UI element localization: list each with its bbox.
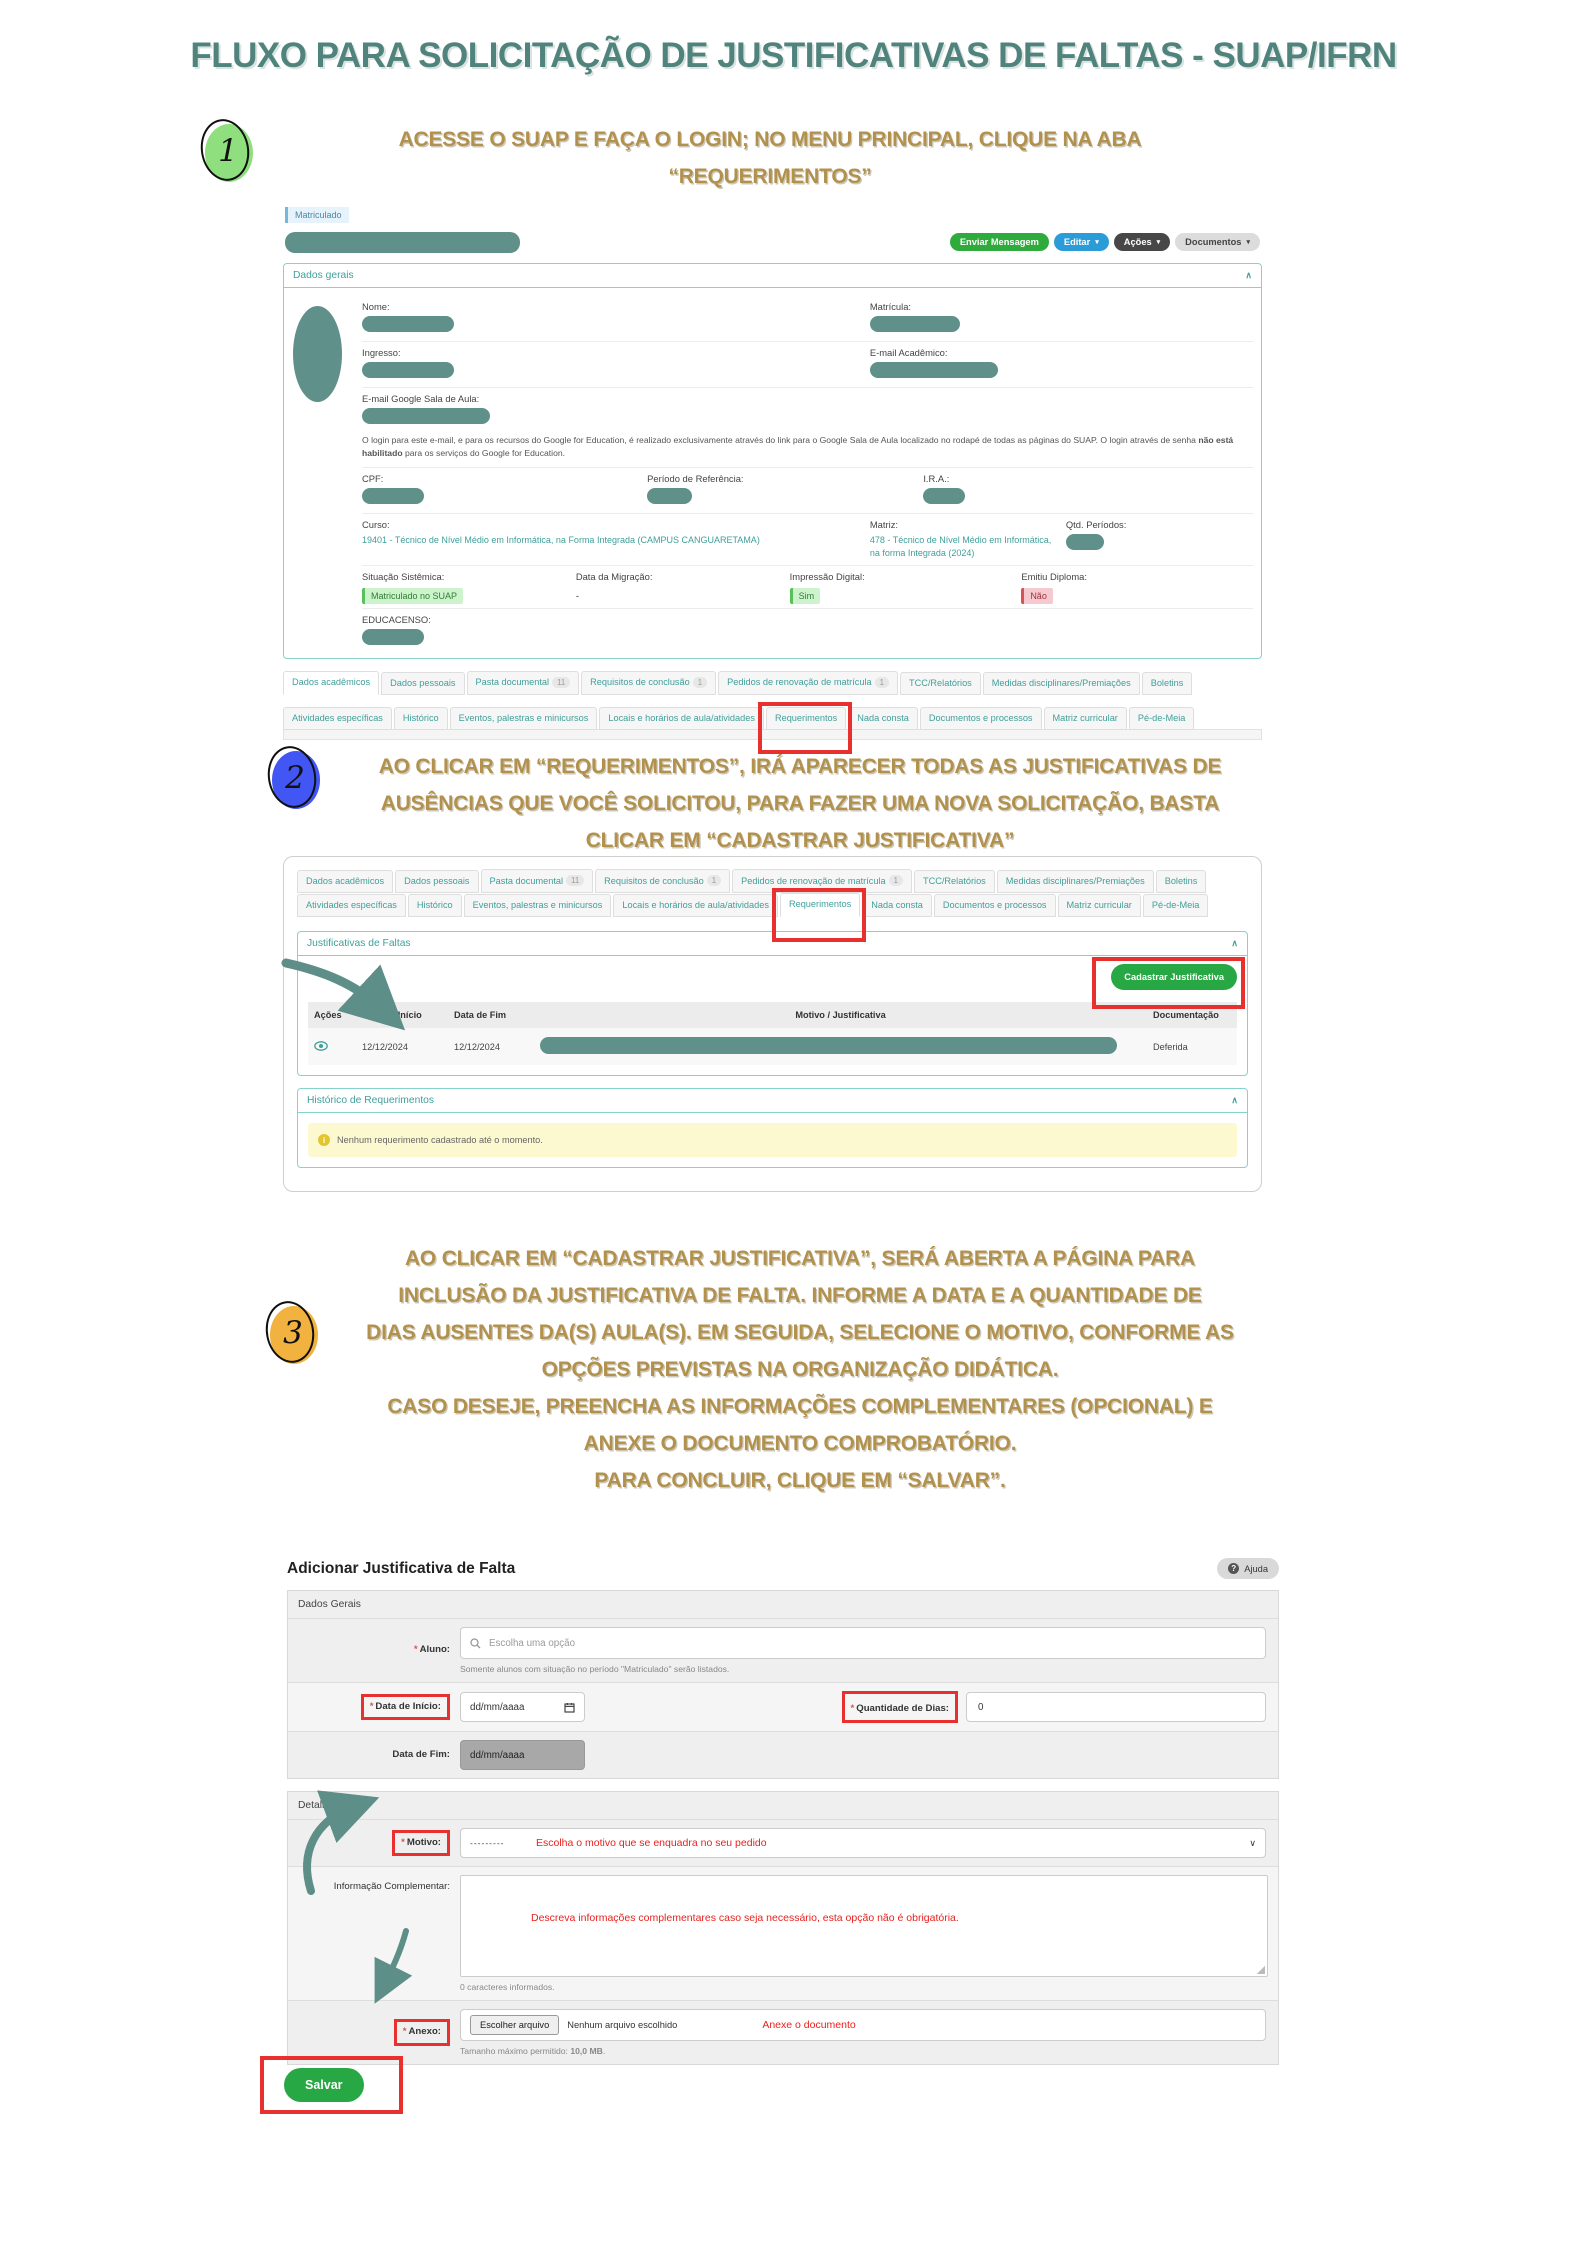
redacted-value: [362, 408, 490, 424]
step-3-marker: [268, 1302, 318, 1364]
redacted-value: [870, 316, 960, 332]
required-mark: *: [369, 1700, 374, 1712]
annotation-box-quantidade: [842, 1691, 959, 1723]
situacao-badge: Matriculado no SUAP: [362, 588, 463, 604]
annotation-box-data-inicio: [361, 1694, 450, 1720]
field-label: Matriz:: [869, 518, 898, 530]
step-1-text: [310, 121, 1230, 195]
step-1-marker: [203, 120, 253, 182]
aluno-helper: Somente alunos com situação no período "Matriculado" serão listados.: [460, 1664, 730, 1674]
tab-count-badge: 1: [693, 677, 707, 688]
step-3-text: [350, 1240, 1250, 1499]
aluno-input[interactable]: [460, 1627, 1266, 1659]
panel-title: Histórico de Requerimentos: [307, 1095, 435, 1106]
redacted-value: [923, 488, 965, 504]
annotation-box-anexo: [394, 2019, 450, 2045]
field-label: Período de Referência:: [647, 472, 744, 484]
field-label: Ingresso:: [362, 347, 401, 358]
tab-requisitos-conclusao[interactable]: Requisitos de conclusão 1: [595, 869, 730, 893]
redacted-value: [362, 316, 454, 332]
field-label: Qtd. Períodos:: [1065, 518, 1127, 530]
step-3-line: INCLUSÃO DA JUSTIFICATIVA DE FALTA. INFORME A DATA E A QUANTIDADE DE: [398, 1284, 1202, 1307]
tab-pe-de-meia[interactable]: Pé-de-Meia: [1143, 894, 1209, 917]
step-2-line: AUSÊNCIAS QUE VOCÊ SOLICITOU, PARA FAZER UMA NOVA SOLICITAÇÃO, BASTA: [380, 792, 1220, 815]
select-caret-icon: ∨: [1249, 1837, 1256, 1848]
google-login-note: O login para este e-mail, e para os recursos do Google for Education, é realizado exclusivamente através do link para o Google Sala de Aula localizado no rodapé de todas as páginas do SUAP. O login através de senha não está habilitado para os serviços do Google for Education.: [362, 435, 1234, 459]
field-label: E-mail Google Sala de Aula:: [362, 393, 480, 404]
required-mark: *: [850, 1703, 855, 1714]
field-label: Nome:: [362, 301, 390, 312]
aluno-row: [288, 1619, 1278, 1682]
requerimentos-tabs-row2: [297, 893, 1248, 917]
field-label: Situação Sistêmica:: [362, 570, 445, 582]
step-3-line: PARA CONCLUIR, CLIQUE EM “SALVAR”.: [594, 1469, 1006, 1492]
field-label: EDUCACENSO:: [362, 613, 431, 625]
tab-requerimentos[interactable]: Requerimentos: [780, 893, 860, 917]
adicionar-justificativa-screenshot: [283, 1552, 1283, 2112]
tab-eventos-palestras[interactable]: Eventos, palestras e minicursos: [450, 707, 598, 730]
required-mark: *: [402, 2026, 407, 2038]
tab-medidas-disciplinares[interactable]: Medidas disciplinares/Premiações: [997, 870, 1154, 893]
tab-pasta-documental[interactable]: Pasta documental 11: [481, 869, 594, 893]
chevron-down-icon: ▾: [1095, 239, 1099, 246]
dados-gerais-fieldset: [287, 1590, 1279, 1779]
cadastrar-justificativa-button[interactable]: Cadastrar Justificativa: [1111, 964, 1237, 990]
field-label: E-mail Acadêmico:: [869, 347, 948, 358]
informacao-complementar-textarea[interactable]: [460, 1875, 1268, 1977]
field-label: CPF:: [362, 472, 384, 484]
tab-tcc-relatorios[interactable]: TCC/Relatórios: [900, 672, 981, 695]
tab-dados-academicos[interactable]: Dados acadêmicos: [297, 870, 393, 893]
quantidade-dias-field[interactable]: [976, 1701, 1256, 1714]
documents-button[interactable]: Documentos ▾: [1175, 233, 1260, 251]
tab-boletins[interactable]: Boletins: [1156, 870, 1207, 893]
tab-count-badge: 1: [707, 875, 721, 886]
section-title: Detalhamento: [288, 1792, 1278, 1820]
panel-title: Justificativas de Faltas: [307, 938, 411, 949]
field-label: Data da Migração:: [575, 570, 653, 582]
profile-topbar: [283, 229, 1262, 255]
requerimentos-tabs-row1: [297, 869, 1248, 893]
annotation-box-motivo: [392, 1830, 450, 1856]
row-data-fim: 12/12/2024: [454, 1041, 500, 1052]
data-inicio-input[interactable]: dd/mm/aaaa: [460, 1692, 585, 1722]
no-file-text: Nenhum arquivo escolhido: [567, 2020, 678, 2030]
tab-nada-consta[interactable]: Nada consta: [862, 894, 932, 917]
tab-atividades-especificas[interactable]: Atividades específicas: [283, 707, 392, 730]
col-data-inicio: Data de Início: [362, 1010, 422, 1020]
tab-count-badge: 11: [552, 677, 570, 688]
question-icon: ?: [1228, 1563, 1239, 1574]
calendar-icon[interactable]: [564, 1702, 575, 1713]
tab-renovacao-matricula[interactable]: Pedidos de renovação de matrícula 1: [732, 869, 912, 893]
tab-documentos-processos[interactable]: Documentos e processos: [934, 894, 1056, 917]
col-motivo: Motivo / Justificativa: [795, 1010, 886, 1020]
tab-requisitos-conclusao[interactable]: Requisitos de conclusão 1: [581, 671, 716, 695]
chevron-down-icon: ▾: [1156, 239, 1161, 246]
step-3-line: ANEXE O DOCUMENTO COMPROBATÓRIO.: [583, 1432, 1017, 1455]
field-label: Matrícula:: [869, 301, 912, 312]
redacted-motivo: [540, 1037, 1117, 1054]
migracao-value: -: [575, 589, 579, 601]
send-message-button[interactable]: Enviar Mensagem: [950, 233, 1049, 251]
tab-nada-consta[interactable]: Nada consta: [848, 707, 918, 730]
data-inicio-row: [288, 1682, 1278, 1731]
content-strip: [283, 729, 1262, 740]
step-3-line: OPÇÕES PREVISTAS NA ORGANIZAÇÃO DIDÁTICA.: [541, 1358, 1059, 1381]
status-badge: Matriculado: [285, 207, 349, 223]
tab-eventos-palestras[interactable]: Eventos, palestras e minicursos: [464, 894, 612, 917]
tab-matriz-curricular[interactable]: Matriz curricular: [1044, 707, 1127, 730]
form-title: Adicionar Justificativa de Falta: [287, 1560, 516, 1577]
tab-locais-horarios[interactable]: Locais e horários de aula/atividades: [613, 894, 778, 917]
tab-dados-pessoais[interactable]: Dados pessoais: [395, 870, 478, 893]
panel-title: Dados gerais: [293, 270, 354, 281]
row-documentacao: Deferida: [1153, 1041, 1188, 1052]
collapse-chevron-icon[interactable]: ∧: [1231, 1095, 1238, 1105]
profile-tabs-row2: [283, 707, 1262, 730]
empty-alert: [308, 1123, 1237, 1157]
curso-value: 19401 - Técnico de Nível Médio em Informática, na Forma Integrada (CAMPUS CANGUARETAMA): [362, 534, 760, 545]
justificativas-panel: [297, 931, 1248, 1076]
aluno-input-field[interactable]: [487, 1637, 1256, 1650]
empty-alert-text: Nenhum requerimento cadastrado até o momento.: [337, 1135, 543, 1145]
data-fim-input: dd/mm/aaaa: [460, 1740, 585, 1770]
motivo-row: [288, 1820, 1278, 1866]
motivo-select[interactable]: --------- Escolha o motivo que se enquadra no seu pedido ∨: [460, 1828, 1266, 1858]
salvar-button[interactable]: Salvar: [284, 2068, 364, 2102]
tab-medidas-disciplinares[interactable]: Medidas disciplinares/Premiações: [983, 672, 1140, 695]
tab-pe-de-meia[interactable]: Pé-de-Meia: [1129, 707, 1195, 730]
col-documentacao: Documentação: [1153, 1010, 1219, 1020]
step-3-line: AO CLICAR EM “CADASTRAR JUSTIFICATIVA”, SERÁ ABERTA A PÁGINA PARA: [404, 1247, 1196, 1270]
step-1-line: ACESSE O SUAP E FAÇA O LOGIN; NO MENU PRINCIPAL, CLIQUE NA ABA: [398, 128, 1142, 151]
escolher-arquivo-button[interactable]: Escolher arquivo: [470, 2015, 559, 2035]
step-2-number: 2: [285, 760, 305, 796]
redacted-value: [1066, 534, 1104, 550]
anexo-annotation: Anexe o documento: [762, 2019, 856, 2031]
page-title: FLUXO PARA SOLICITAÇÃO DE JUSTIFICATIVAS DE FALTAS - SUAP/IFRN: [190, 36, 1397, 75]
redacted-value: [362, 362, 454, 378]
step-3-line: DIAS AUSENTES DA(S) AULA(S). EM SEGUIDA, SELECIONE O MOTIVO, CONFORME AS: [366, 1321, 1234, 1344]
col-data-fim: Data de Fim: [454, 1010, 507, 1020]
historico-panel: [297, 1088, 1248, 1168]
diploma-badge: Não: [1021, 588, 1053, 604]
dados-gerais-panel: [283, 263, 1262, 659]
anexo-input[interactable]: [460, 2009, 1266, 2041]
tab-renovacao-matricula[interactable]: Pedidos de renovação de matrícula 1: [718, 671, 898, 695]
collapse-chevron-icon[interactable]: ∧: [1245, 270, 1252, 280]
field-label: Impressão Digital:: [789, 570, 865, 582]
aluno-label: Aluno:: [419, 1644, 450, 1656]
chevron-down-icon: ▾: [1246, 239, 1250, 246]
redacted-value: [647, 488, 692, 504]
quantidade-dias-label: Quantidade de Dias:: [856, 1703, 949, 1714]
step-2-text: [370, 748, 1230, 859]
tab-count-badge: 1: [889, 875, 903, 886]
justificativas-table: [308, 1002, 1237, 1065]
char-count: 0 caracteres informados.: [460, 1982, 555, 1992]
step-2-line: AO CLICAR EM “REQUERIMENTOS”, IRÁ APARECER TODAS AS JUSTIFICATIVAS DE: [378, 755, 1222, 778]
tab-locais-horarios[interactable]: Locais e horários de aula/atividades: [599, 707, 764, 730]
search-icon: [470, 1638, 481, 1649]
tab-count-badge: 11: [566, 875, 584, 886]
table-header-row: [308, 1002, 1237, 1028]
redacted-value: [362, 629, 424, 645]
step-1-line: “REQUERIMENTOS”: [668, 165, 872, 188]
field-label: I.R.A.:: [923, 472, 950, 484]
informacao-complementar-label: Informação Complementar:: [333, 1881, 450, 1892]
data-fim-row: [288, 1731, 1278, 1778]
step-2-line: CLICAR EM “CADASTRAR JUSTIFICATIVA”: [585, 829, 1015, 852]
collapse-chevron-icon[interactable]: ∧: [1231, 938, 1238, 948]
tab-dados-pessoais[interactable]: Dados pessoais: [381, 672, 464, 695]
field-label: Emitiu Diploma:: [1021, 570, 1087, 582]
tab-dados-academicos[interactable]: Dados acadêmicos: [283, 671, 379, 695]
data-fim-label: Data de Fim:: [392, 1748, 450, 1760]
motivo-annotation: Escolha o motivo que se enquadra no seu pedido: [536, 1837, 767, 1849]
anexo-helper: Tamanho máximo permitido: 10,0 MB.: [460, 2046, 606, 2056]
annotation-box-salvar: [260, 2056, 403, 2114]
anexo-label: Anexo:: [408, 2026, 441, 2038]
step-2-marker: [270, 747, 320, 809]
profile-tabs-row1: [283, 671, 1262, 695]
info-icon: i: [318, 1134, 330, 1146]
tab-requerimentos[interactable]: Requerimentos: [766, 707, 846, 730]
tab-historico[interactable]: Histórico: [394, 707, 448, 730]
section-title: Dados Gerais: [288, 1591, 1278, 1619]
tab-atividades-especificas[interactable]: Atividades específicas: [297, 894, 406, 917]
data-inicio-label: Data de Início:: [375, 1700, 441, 1712]
tab-tcc-relatorios[interactable]: TCC/Relatórios: [914, 870, 995, 893]
cadastrar-row: [298, 956, 1247, 1002]
ajuda-button[interactable]: ? Ajuda: [1217, 1558, 1279, 1579]
step-1-number: 1: [218, 133, 238, 169]
detalhamento-fieldset: [287, 1791, 1279, 2065]
field-label: Curso:: [362, 518, 390, 530]
edit-button[interactable]: Editar ▾: [1054, 233, 1109, 251]
avatar: [293, 306, 342, 402]
redacted-value: [362, 488, 424, 504]
tab-pasta-documental[interactable]: Pasta documental 11: [467, 671, 580, 695]
impressao-badge: Sim: [790, 588, 821, 604]
actions-button[interactable]: Ações ▾: [1114, 233, 1170, 251]
row-data-inicio: 12/12/2024: [362, 1041, 408, 1052]
required-mark: *: [413, 1644, 418, 1656]
tab-documentos-processos[interactable]: Documentos e processos: [920, 707, 1042, 730]
student-name-redaction: [285, 232, 520, 253]
informacao-complementar-row: [288, 1866, 1278, 2000]
tab-boletins[interactable]: Boletins: [1142, 672, 1193, 695]
resize-handle[interactable]: [1256, 1965, 1265, 1974]
informacao-annotation: Descreva informações complementares caso seja necessário, esta opção não é obrigatória.: [531, 1912, 959, 1924]
step-3-line: CASO DESEJE, PREENCHA AS INFORMAÇÕES COMPLEMENTARES (OPCIONAL) E: [387, 1395, 1213, 1418]
quantidade-dias-input[interactable]: [966, 1692, 1266, 1722]
anexo-row: [288, 2000, 1278, 2064]
tab-matriz-curricular[interactable]: Matriz curricular: [1058, 894, 1141, 917]
required-mark: *: [401, 1836, 405, 1848]
col-acoes: Ações: [314, 1010, 342, 1020]
table-row: [308, 1028, 1237, 1065]
suap-profile-screenshot: [283, 205, 1262, 723]
view-eye-icon[interactable]: [308, 1032, 356, 1062]
matriz-value: 478 - Técnico de Nível Médio em Informática, na forma Integrada (2024): [869, 534, 1052, 559]
tab-historico[interactable]: Histórico: [408, 894, 462, 917]
suap-requerimentos-screenshot: [283, 856, 1262, 1192]
step-3-number: 3: [283, 1315, 303, 1351]
redacted-value: [870, 362, 998, 378]
tab-count-badge: 1: [875, 677, 889, 688]
motivo-label: Motivo:: [406, 1836, 441, 1848]
